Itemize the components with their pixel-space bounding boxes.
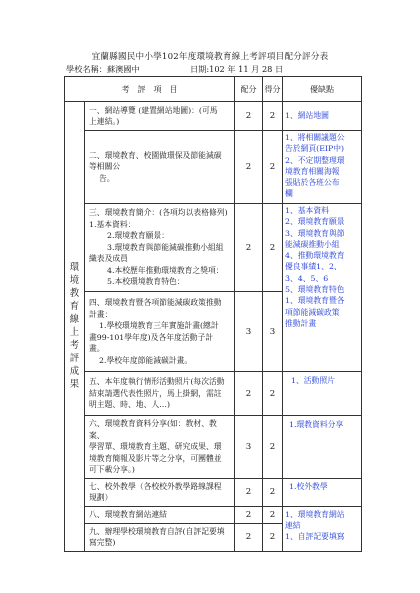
criteria-cell: 四、環境教育暨各項節能減碳政策推動 計畫： 1.學校環境教育三年實施計畫(總計 畫99-101學年度)及各年度活動子計 畫。 2.學校年度節能減碳計畫。 — [85, 292, 235, 372]
score-cell: 3 — [235, 416, 263, 479]
advantage-cell: 1.校外教學 — [283, 478, 362, 506]
advantage-cell: 1、環境教育網站 連結 1、自評記要填寫 — [283, 506, 362, 551]
got-cell: 2 — [263, 416, 283, 479]
advantage-cell: 1、將相關議題公 告於網頁(EIP中) 2、不定期整理環 境教育相關海報 張貼於各班公布 欄 — [283, 131, 362, 204]
got-cell: 2 — [263, 478, 283, 506]
advantage-cell: 1、網站地圖 — [283, 102, 362, 131]
score-cell: 2 — [235, 506, 263, 523]
got-cell: 2 — [263, 506, 283, 523]
evaluation-table — [64, 76, 362, 552]
table-header-row — [65, 77, 362, 102]
got-cell: 2 — [263, 131, 283, 204]
score-cell: 2 — [235, 523, 263, 551]
got-cell: 2 — [263, 102, 283, 131]
got-cell: 2 — [263, 372, 283, 416]
table-row — [65, 204, 362, 292]
school-name: 學校名稱：蘇澳國中 — [66, 64, 140, 74]
score-cell: 2 — [235, 131, 263, 204]
score-cell: 2 — [235, 372, 263, 416]
column-header-item: 考 評 項 目 — [65, 77, 235, 102]
advantage-cell: 1、活動照片 — [283, 372, 362, 416]
table-row — [65, 102, 362, 131]
column-header-score: 配分 — [235, 77, 263, 102]
got-cell: 2 — [263, 523, 283, 551]
criteria-cell: 三、環境教育簡介：(各項均以表格條列) 1.基本資料： 2.環境教育願景： 3.環境教育與節能減碳推動小組組 織表及成員 4.本校歷年推動環境教育之獎項： 5.本校環境教育特色： — [85, 204, 235, 292]
got-cell: 2 — [263, 204, 283, 292]
page-title: 宜蘭縣國民中小學102年度環境教育線上考評項目配分評分表 — [91, 52, 329, 62]
table-row — [65, 131, 362, 204]
advantage-cell: 1.環教資料分享 — [283, 416, 362, 479]
criteria-cell: 六、環境教育資料分享(如：教材、教案、 學習單、環境教育主題、研究成果、環 境教育簡報及影片等之分享，可團體並 可下載分享。) — [85, 416, 235, 479]
criteria-cell: 八、環境教育網站連結 — [85, 506, 235, 523]
table-row — [65, 416, 362, 479]
criteria-cell: 九、辦理學校環境教育自評(自評記要填 寫完整) — [85, 523, 235, 551]
score-cell: 2 — [235, 102, 263, 131]
advantage-cell: 1、基本資料 2、環境教育願景 3、環境教育與節 能減碳推動小組 4、推動環境教育 優良事績1、2、 3、4、5、6 5、環境教育特色 1、環境教育暨各 項節能減碳政策 推動計畫 — [283, 204, 362, 372]
table-row — [65, 506, 362, 523]
criteria-cell: 一、網站導覽 (建置網站地圖)：(可馬 上連結。) — [85, 102, 235, 131]
score-cell: 3 — [235, 292, 263, 372]
side-category-label: 環 境 教 育 線 上 考 評 成 果 — [65, 102, 85, 552]
table-row — [65, 478, 362, 506]
column-header-got: 得分 — [263, 77, 283, 102]
criteria-cell: 七、校外教學（各校校外教學路線課程 規劃） — [85, 478, 235, 506]
criteria-cell: 五、本年度執行情形活動照片(每次活動 結束請選代表性照片，馬上掛網，需註 明主題、時、地、人…) — [85, 372, 235, 416]
column-header-advantage: 優缺點 — [283, 77, 362, 102]
evaluation-date: 日期:102 年 11 月 28 日 — [190, 64, 284, 74]
score-cell: 2 — [235, 478, 263, 506]
table-row — [65, 372, 362, 416]
criteria-cell: 二、環境教育、校園做環保及節能減碳 等相關公 告。 — [85, 131, 235, 204]
score-cell: 2 — [235, 204, 263, 292]
got-cell: 3 — [263, 292, 283, 372]
